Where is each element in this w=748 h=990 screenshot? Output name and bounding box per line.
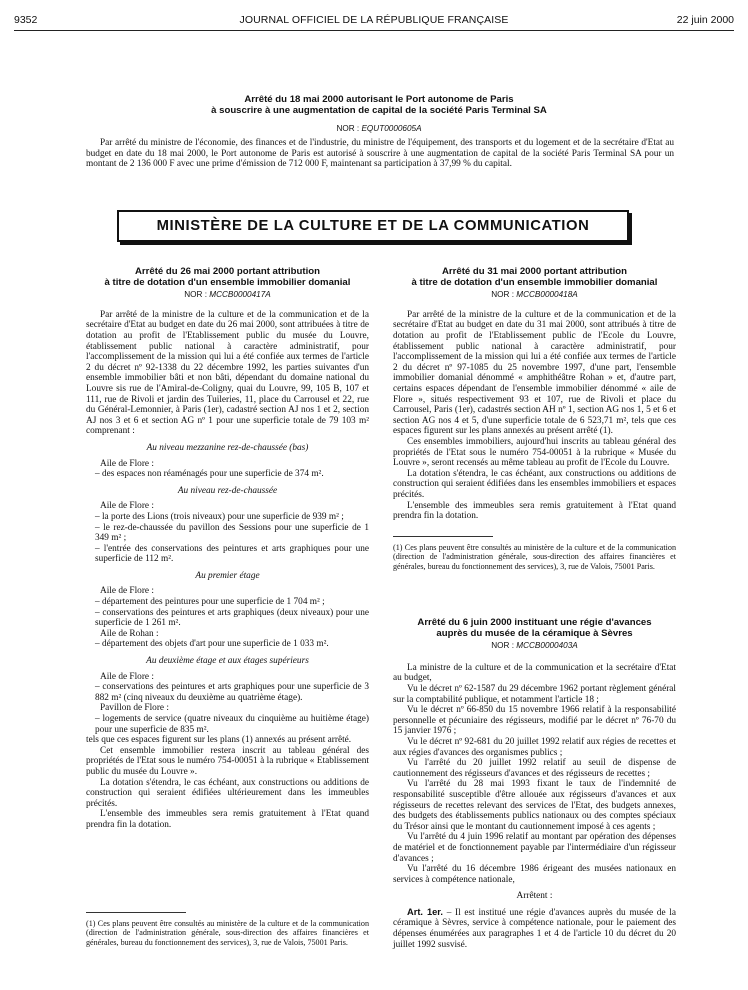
ministry-banner: MINISTÈRE DE LA CULTURE ET DE LA COMMUNICATION [117,210,629,242]
arrete-31-title-1: Arrêté du 31 mai 2000 portant attribution [442,266,627,277]
footnote-text: (1) Ces plans peuvent être consultés au ministère de la culture et de la communication (direction de l'administration générale, sous-direction des affaires financières et générales, bureau du fonctionnement des services), 3, rue de Valois, 75001 Paris. [86,919,369,947]
arrete-31-title-2: à titre de dotation d'un ensemble immobilier domanial [411,277,658,289]
wing-label: Aile de Flore : [100,501,154,512]
nor-code: MCCB0000418A [516,289,578,299]
arretent-heading: Arrêtent : [516,891,553,902]
paragraph: La dotation s'étendra, le cas échéant, aux constructions ou additions de construction qui seraient édifiées dans les ensembles immobiliers et espaces précités. [393,468,676,500]
list-item: – conservations des peintures et arts graphiques pour une superficie de 3 882 m² (cinq niveaux du deuxième au quatrième étage). [95,682,369,703]
nor-code: MCCB0000403A [516,640,578,650]
section-heading: Au niveau mezzanine rez-de-chaussée (bas) [146,442,309,453]
nor-label: NOR : [491,289,514,299]
arrete-port-nor [86,123,672,134]
arrete-31-body [393,310,676,522]
paragraph: Vu l'arrêté du 4 juin 1996 relatif au montant par opération des dépenses de matériel et de fonctionnement payable par l'intermédiaire d'un régisseur d'avances ; [393,832,676,864]
arrete-6-juin-title-2: auprès du musée de la céramique à Sèvres [436,628,633,640]
paragraph: Vu le décret nº 66-850 du 15 novembre 1966 relatif à la responsabilité personnelle et pécuniaire des régisseurs, modifié par le décret nº 76-70 du 15 janvier 1976 ; [393,705,676,737]
wing-label: Aile de Flore : [100,586,154,597]
footnote-text: (1) Ces plans peuvent être consultés au ministère de la culture et de la communication (direction de l'administration générale, sous-direction des affaires financières et générales, bureau du fonctionnement des services), 3, rue de Valois, 75001 Paris. [393,542,676,571]
footnote-rule [393,536,493,537]
left-column [86,266,369,831]
list-item: – logements de service (quatre niveaux du cinquième au huitième étage) pour une superficie de 835 m². [95,714,369,735]
paragraph: Vu l'arrêté du 20 juillet 1992 relatif au seuil de dispense de cautionnement des régisseurs d'avances et des régisseurs de recettes ; [393,758,676,779]
arrete-6-juin-title-1: Arrêté du 6 juin 2000 instituant une régie d'avances [417,617,652,628]
page-header [14,14,734,30]
footnote-rule [86,912,186,913]
arrete-6-juin-nor [393,640,676,651]
list-item: – département des objets d'art pour une superficie de 1 033 m². [95,639,329,650]
arrete-port-title-1: Arrêté du 18 mai 2000 autorisant le Port autonome de Paris [244,94,514,105]
list-item: – la porte des Lions (trois niveaux) pour une superficie de 939 m² ; [95,511,344,522]
arrete-26-title-2: à titre de dotation d'un ensemble immobilier domanial [104,277,351,289]
article-1-label: Art. 1er. [407,906,443,917]
list-item: – l'entrée des conservations des peintures et arts graphiques pour une superficie de 112 m². [95,543,369,565]
list-item: – conservations des peintures et arts graphiques (deux niveaux) pour une superficie de 1 261 m². [95,607,369,629]
nor-code: MCCB0000417A [209,289,271,299]
arrete-26-nor [86,289,369,300]
arrete-6-juin-body [393,663,676,950]
article-1-text: – Il est institué une régie d'avances auprès du musée de la céramique à Sèvres, service à compétence nationale, pour le paiement des dépenses énumérées aux paragraphes 1 et 4 de l'article 10 du décret du 20 juillet 1992 susvisé. [393,907,676,950]
wing-label: Aile de Flore : [100,671,154,682]
wing-label: Pavillon de Flore : [100,703,169,714]
header-rule [14,30,734,31]
arrete-port-heading [86,94,672,134]
arrete-port-title-2: à souscrire à une augmentation de capital de la société Paris Terminal SA [211,105,547,117]
section-heading: Au niveau rez-de-chaussée [177,485,278,496]
list-item: – le rez-de-chaussée du pavillon des Sessions pour une superficie de 1 349 m² ; [95,522,369,544]
paragraph: L'ensemble des immeubles sera remis gratuitement à l'Etat quand prendra fin la dotation. [393,500,676,522]
right-column-bottom [393,617,676,950]
paragraph: Vu l'arrêté du 16 décembre 1986 érigeant des musées nationaux en services à compétence nationale, [393,864,676,885]
article-1 [393,907,676,950]
section-heading: Au deuxième étage et aux étages supérieurs [146,656,309,667]
arrete-26-body [86,310,369,831]
paragraph: Vu le décret nº 62-1587 du 29 décembre 1962 portant règlement général sur la comptabilité publique, et notamment l'article 18 ; [393,684,676,705]
journal-title: JOURNAL OFFICIEL DE LA RÉPUBLIQUE FRANÇAISE [239,14,509,26]
right-column-top [393,266,676,571]
paragraph: La dotation s'étendra, le cas échéant, aux constructions ou additions de construction qui seraient édifiées ultérieurement dans les immeubles précités. [86,777,369,809]
arrete-port-text: Par arrêté du ministre de l'économie, des finances et de l'industrie, du ministre de l'équipement, des transports et du logement et de la secrétaire d'Etat au budget en date du 18 mai 2000, le Port autonome de Paris est autorisé à souscrire à une augmentation de capital de la société Paris Terminal SA pour un montant de 2 136 000 F avec une prime d'émission de 712 000 F, maintenant sa participation à 37,99 % du capital. [86,138,674,170]
paragraph: Par arrêté de la ministre de la culture et de la communication et de la secrétaire d'Etat au budget en date du 26 mai 2000, sont attribuées à titre de dotation au profit de l'Etablissement public du musée du Louvre, établissement public national à caractère administratif, pour l'accomplissement de la mission qui lui a été confiée aux termes de l'article 2 du décret nº 92-1338 du 22 décembre 1992, les parties suivantes d'un ensemble immobilier bâti et non bâti, dépendant du domaine national du Louvre sis rue de l'Amiral-de-Coligny, quai du Louvre, 99, 105 B, 107 et 111, rue de Rivoli et jardin des Tuileries, 11, place du Carrousel et 22, rue du Général-Lemonnier, à Paris (1er), cadastré section AJ nos 1 et 2, section AJ nos 3 et 6 et section AG nº 1 pour une superficie totale de 79 103 m² comprenant : [86,309,369,437]
nor-code: EQUT0000605A [361,123,422,133]
arrete-26-title-1: Arrêté du 26 mai 2000 portant attribution [135,266,320,277]
left-footnote [86,912,369,947]
nor-label: NOR : [336,123,360,133]
paragraph: Vu l'arrêté du 28 mai 1993 fixant le taux de l'indemnité de responsabilité susceptible d'être allouée aux régisseurs d'avances et aux régisseurs de recettes relevant des services de l'Etat, des budgets annexes, des budgets des établissements publics nationaux ou des comptes spéciaux du Trésor ainsi que le montant du cautionnement imposé à ces agents ; [393,779,676,832]
paragraph: tels que ces espaces figurent sur les plans (1) annexés au présent arrêté. [86,735,352,746]
paragraph: Par arrêté de la ministre de la culture et de la communication et de la secrétaire d'Etat au budget en date du 31 mai 2000, sont attribués à titre de dotation au profit de l'Etablissement public de l'Ecole du Louvre, établissement public national à caractère administratif, pour l'accomplissement de la mission qui lui a été confiée aux termes de l'article 2 du décret nº 97-1085 du 25 novembre 1997, d'une part, l'ensemble immobilier domanial dénommé « amphithéâtre Rohan » et, d'autre part, certains espaces dépendant de l'ensemble immobilier dénommé « aile de Flore », situés respectivement 93 et 107, rue de Rivoli et place du Carrousel, Paris (1er), cadastrés section AH nº 1, section AG nos 1, 5 et 6 et section AG nos 4 et 5, d'une superficie totale de 6 523,71 m², tels que ces espaces figurent sur les plans annexés au présent arrêté (1). [393,309,676,437]
issue-date: 22 juin 2000 [676,14,734,26]
paragraph: Vu le décret nº 92-681 du 20 juillet 1992 relatif aux régies de recettes et aux régies d'avances des organismes publics ; [393,736,676,758]
arrete-port-body [86,138,674,170]
paragraph: Cet ensemble immobilier restera inscrit au tableau général des propriétés de l'Etat sous le numéro 754-00051 à la rubrique « Etablissement public du musée du Louvre ». [86,745,369,777]
paragraph: La ministre de la culture et de la communication et la secrétaire d'Etat au budget, [393,662,676,684]
wing-label: Aile de Rohan : [100,628,159,639]
list-item: – des espaces non réaménagés pour une superficie de 374 m². [95,469,324,480]
section-heading: Au premier étage [195,570,260,581]
nor-label: NOR : [491,640,514,650]
arrete-31-nor [393,289,676,300]
page-number: 9352 [14,14,38,26]
paragraph: Ces ensembles immobiliers, aujourd'hui inscrits au tableau général des propriétés de l'Etat sous le numéro 754-00051 à la rubrique « Musée du Louvre », seront recensés au même tableau au profit de l'Ecole du Louvre. [393,436,676,469]
wing-label: Aile de Flore : [100,458,154,469]
paragraph: L'ensemble des immeubles sera remis gratuitement à l'Etat quand prendra fin la dotation. [86,809,369,830]
nor-label: NOR : [184,289,207,299]
list-item: – département des peintures pour une superficie de 1 704 m² ; [95,597,325,608]
